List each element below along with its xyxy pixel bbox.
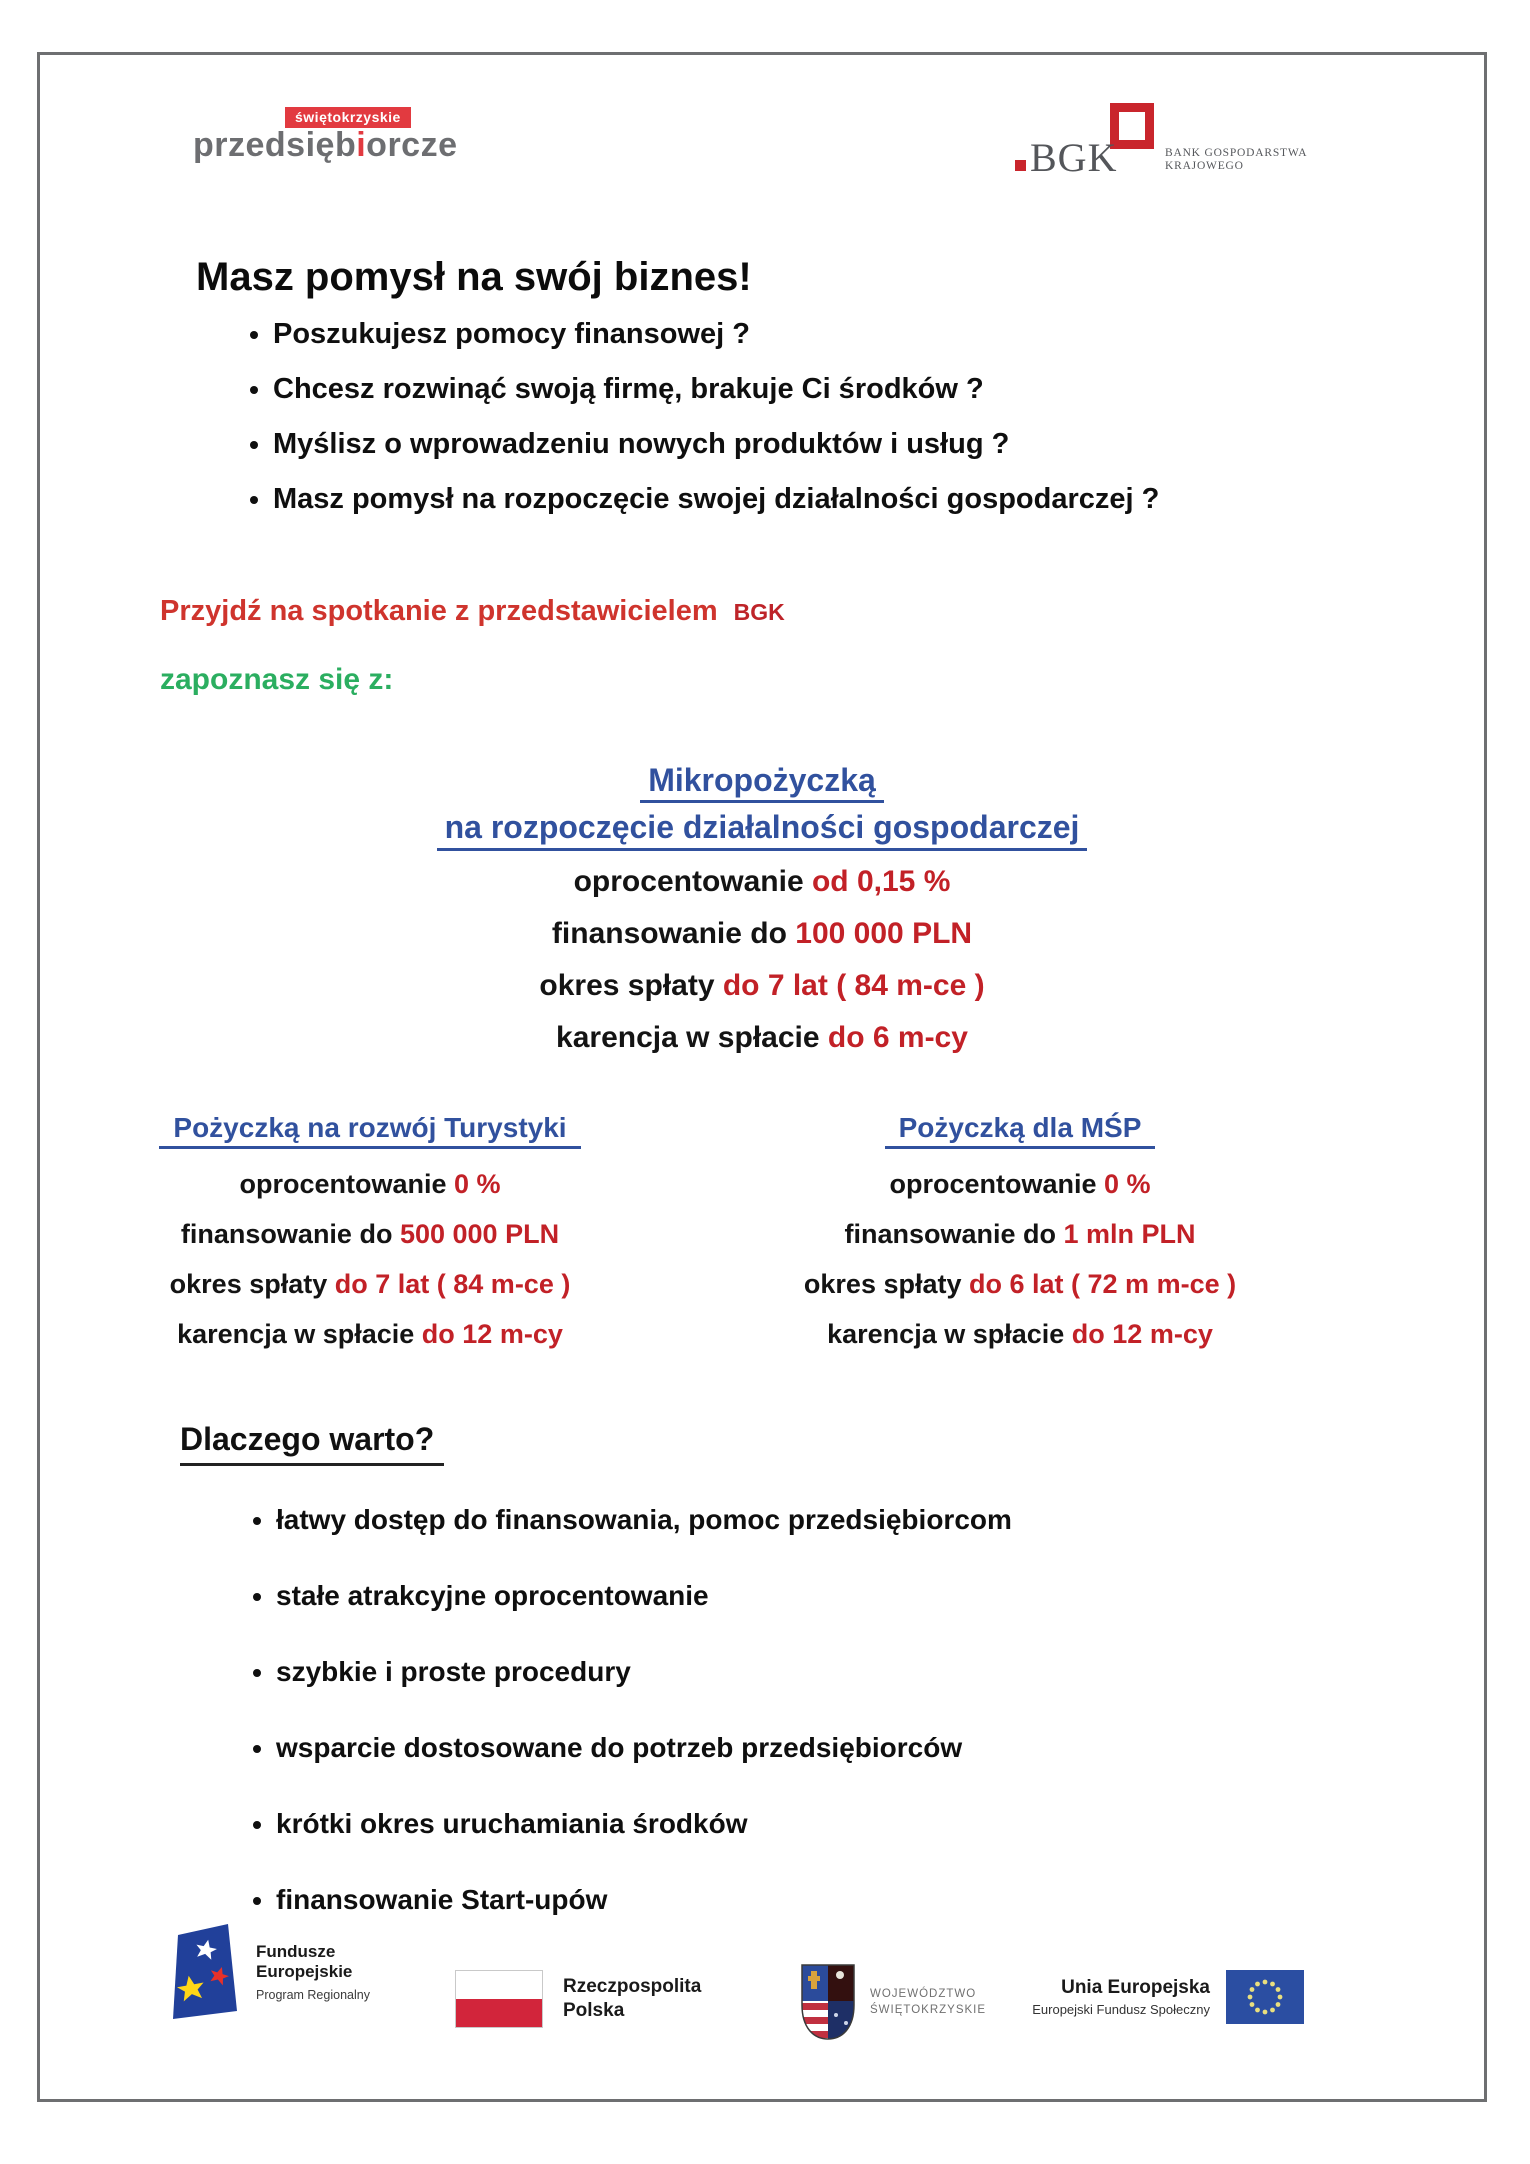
bgk-dot-icon (1015, 160, 1026, 171)
microloan-title-line2: na rozpoczęcie działalności gospodarczej (437, 808, 1088, 850)
bgk-logo (1015, 98, 1345, 188)
intro-bullet-3: • Myślisz o wprowadzeniu nowych produktów i usług ? (273, 427, 1365, 462)
intro-bullet-1: • Poszukujesz pomocy finansowej ? (273, 317, 1365, 352)
why-bullet-6: • finansowanie Start-upów (276, 1883, 1398, 1917)
fundusze-text: Fundusze Europejskie Program Regionalny (256, 1942, 370, 2002)
why-bullet-list (248, 1503, 1398, 1959)
tourism-row-repayment: okres spłaty do 7 lat ( 84 m-ce ) (169, 1268, 571, 1299)
tourism-loan-title: Pożyczką na rozwój Turystyki (159, 1111, 580, 1149)
eu-text: Unia Europejska Europejski Fundusz Społeczny (1032, 1977, 1210, 2017)
voivodeship-text: WOJEWÓDZTWO ŚWIĘTOKRZYSKIE (870, 1988, 987, 2016)
why-bullet-4: • wsparcie dostosowane do potrzeb przedsiębiorców (276, 1731, 1398, 1765)
microloan-row-grace: karencja w spłacie do 6 m-cy (556, 1020, 968, 1054)
swietokrzyskie-badge: świętokrzyskie (285, 107, 411, 128)
why-bullet-1: • łatwy dostęp do finansowania, pomoc przedsiębiorcom (276, 1503, 1398, 1537)
intro-bullet-2: • Chcesz rozwinąć swoją firmę, brakuje Ci środków ? (273, 372, 1365, 407)
brand-wordmark-part1: przedsięb (193, 126, 357, 164)
page-border (37, 52, 1487, 2102)
msp-row-interest: oprocentowanie 0 % (889, 1168, 1151, 1199)
microloan-section (40, 761, 1484, 1064)
fundusze-flag-icon (166, 1923, 242, 2021)
fundusze-europejskie-logo (166, 1923, 370, 2021)
poland-text: Rzeczpospolita Polska (563, 1976, 702, 2021)
eu-flag-icon (1226, 1970, 1304, 2024)
rzeczpospolita-logo (455, 1970, 701, 2028)
brand-wordmark-part2: orcze (366, 126, 458, 164)
microloan-title-line1: Mikropożyczką (640, 761, 884, 803)
bgk-full-name (1165, 147, 1307, 173)
msp-row-repayment: okres spłaty do 6 lat ( 72 m m-ce ) (803, 1268, 1237, 1299)
microloan-row-financing: finansowanie do 100 000 PLN (551, 916, 973, 950)
msp-loan-title: Pożyczką dla MŚP (885, 1111, 1156, 1149)
przedsiebiorcze-logo (193, 107, 458, 165)
bgk-full-name-line1: BANK GOSPODARSTWA (1165, 147, 1308, 159)
why-bullet-5: • krótki okres uruchamiania środków (276, 1807, 1398, 1841)
invite-green-line: zapoznasz się z: (160, 663, 394, 696)
why-heading: Dlaczego warto? (180, 1421, 444, 1466)
msp-loan-section (700, 1111, 1340, 1359)
intro-bullet-list (245, 317, 1365, 537)
brand-wordmark-accent: i (356, 126, 367, 164)
tourism-row-financing: finansowanie do 500 000 PLN (180, 1218, 560, 1249)
tourism-row-interest: oprocentowanie 0 % (239, 1168, 501, 1199)
brand-wordmark (193, 126, 458, 165)
poland-flag-icon (455, 1970, 543, 2028)
why-bullet-3: • szybkie i proste procedury (276, 1655, 1398, 1689)
voivodeship-crest-icon (800, 1963, 856, 2041)
intro-bullet-4: • Masz pomysł na rozpoczęcie swojej działalności gospodarczej ? (273, 482, 1365, 517)
microloan-row-interest: oprocentowanie od 0,15 % (573, 864, 951, 898)
tourism-loan-section (100, 1111, 640, 1359)
voivodeship-logo (800, 1963, 986, 2041)
invite-line-text: Przyjdź na spotkanie z przedstawicielem (160, 595, 718, 627)
bgk-wordmark-text: BGK (1030, 135, 1118, 180)
eu-logo (995, 1970, 1304, 2024)
bgk-full-name-line2: KRAJOWEGO (1165, 160, 1244, 172)
invite-line (160, 595, 785, 628)
bgk-wordmark (1015, 135, 1118, 180)
microloan-row-repayment: okres spłaty do 7 lat ( 84 m-ce ) (539, 968, 985, 1002)
page-title: Masz pomysł na swój biznes! (196, 255, 752, 299)
msp-row-financing: finansowanie do 1 mln PLN (844, 1218, 1196, 1249)
invite-line-bgk: BGK (733, 599, 785, 625)
msp-row-grace: karencja w spłacie do 12 m-cy (827, 1318, 1213, 1349)
why-bullet-2: • stałe atrakcyjne oprocentowanie (276, 1579, 1398, 1613)
tourism-row-grace: karencja w spłacie do 12 m-cy (177, 1318, 563, 1349)
